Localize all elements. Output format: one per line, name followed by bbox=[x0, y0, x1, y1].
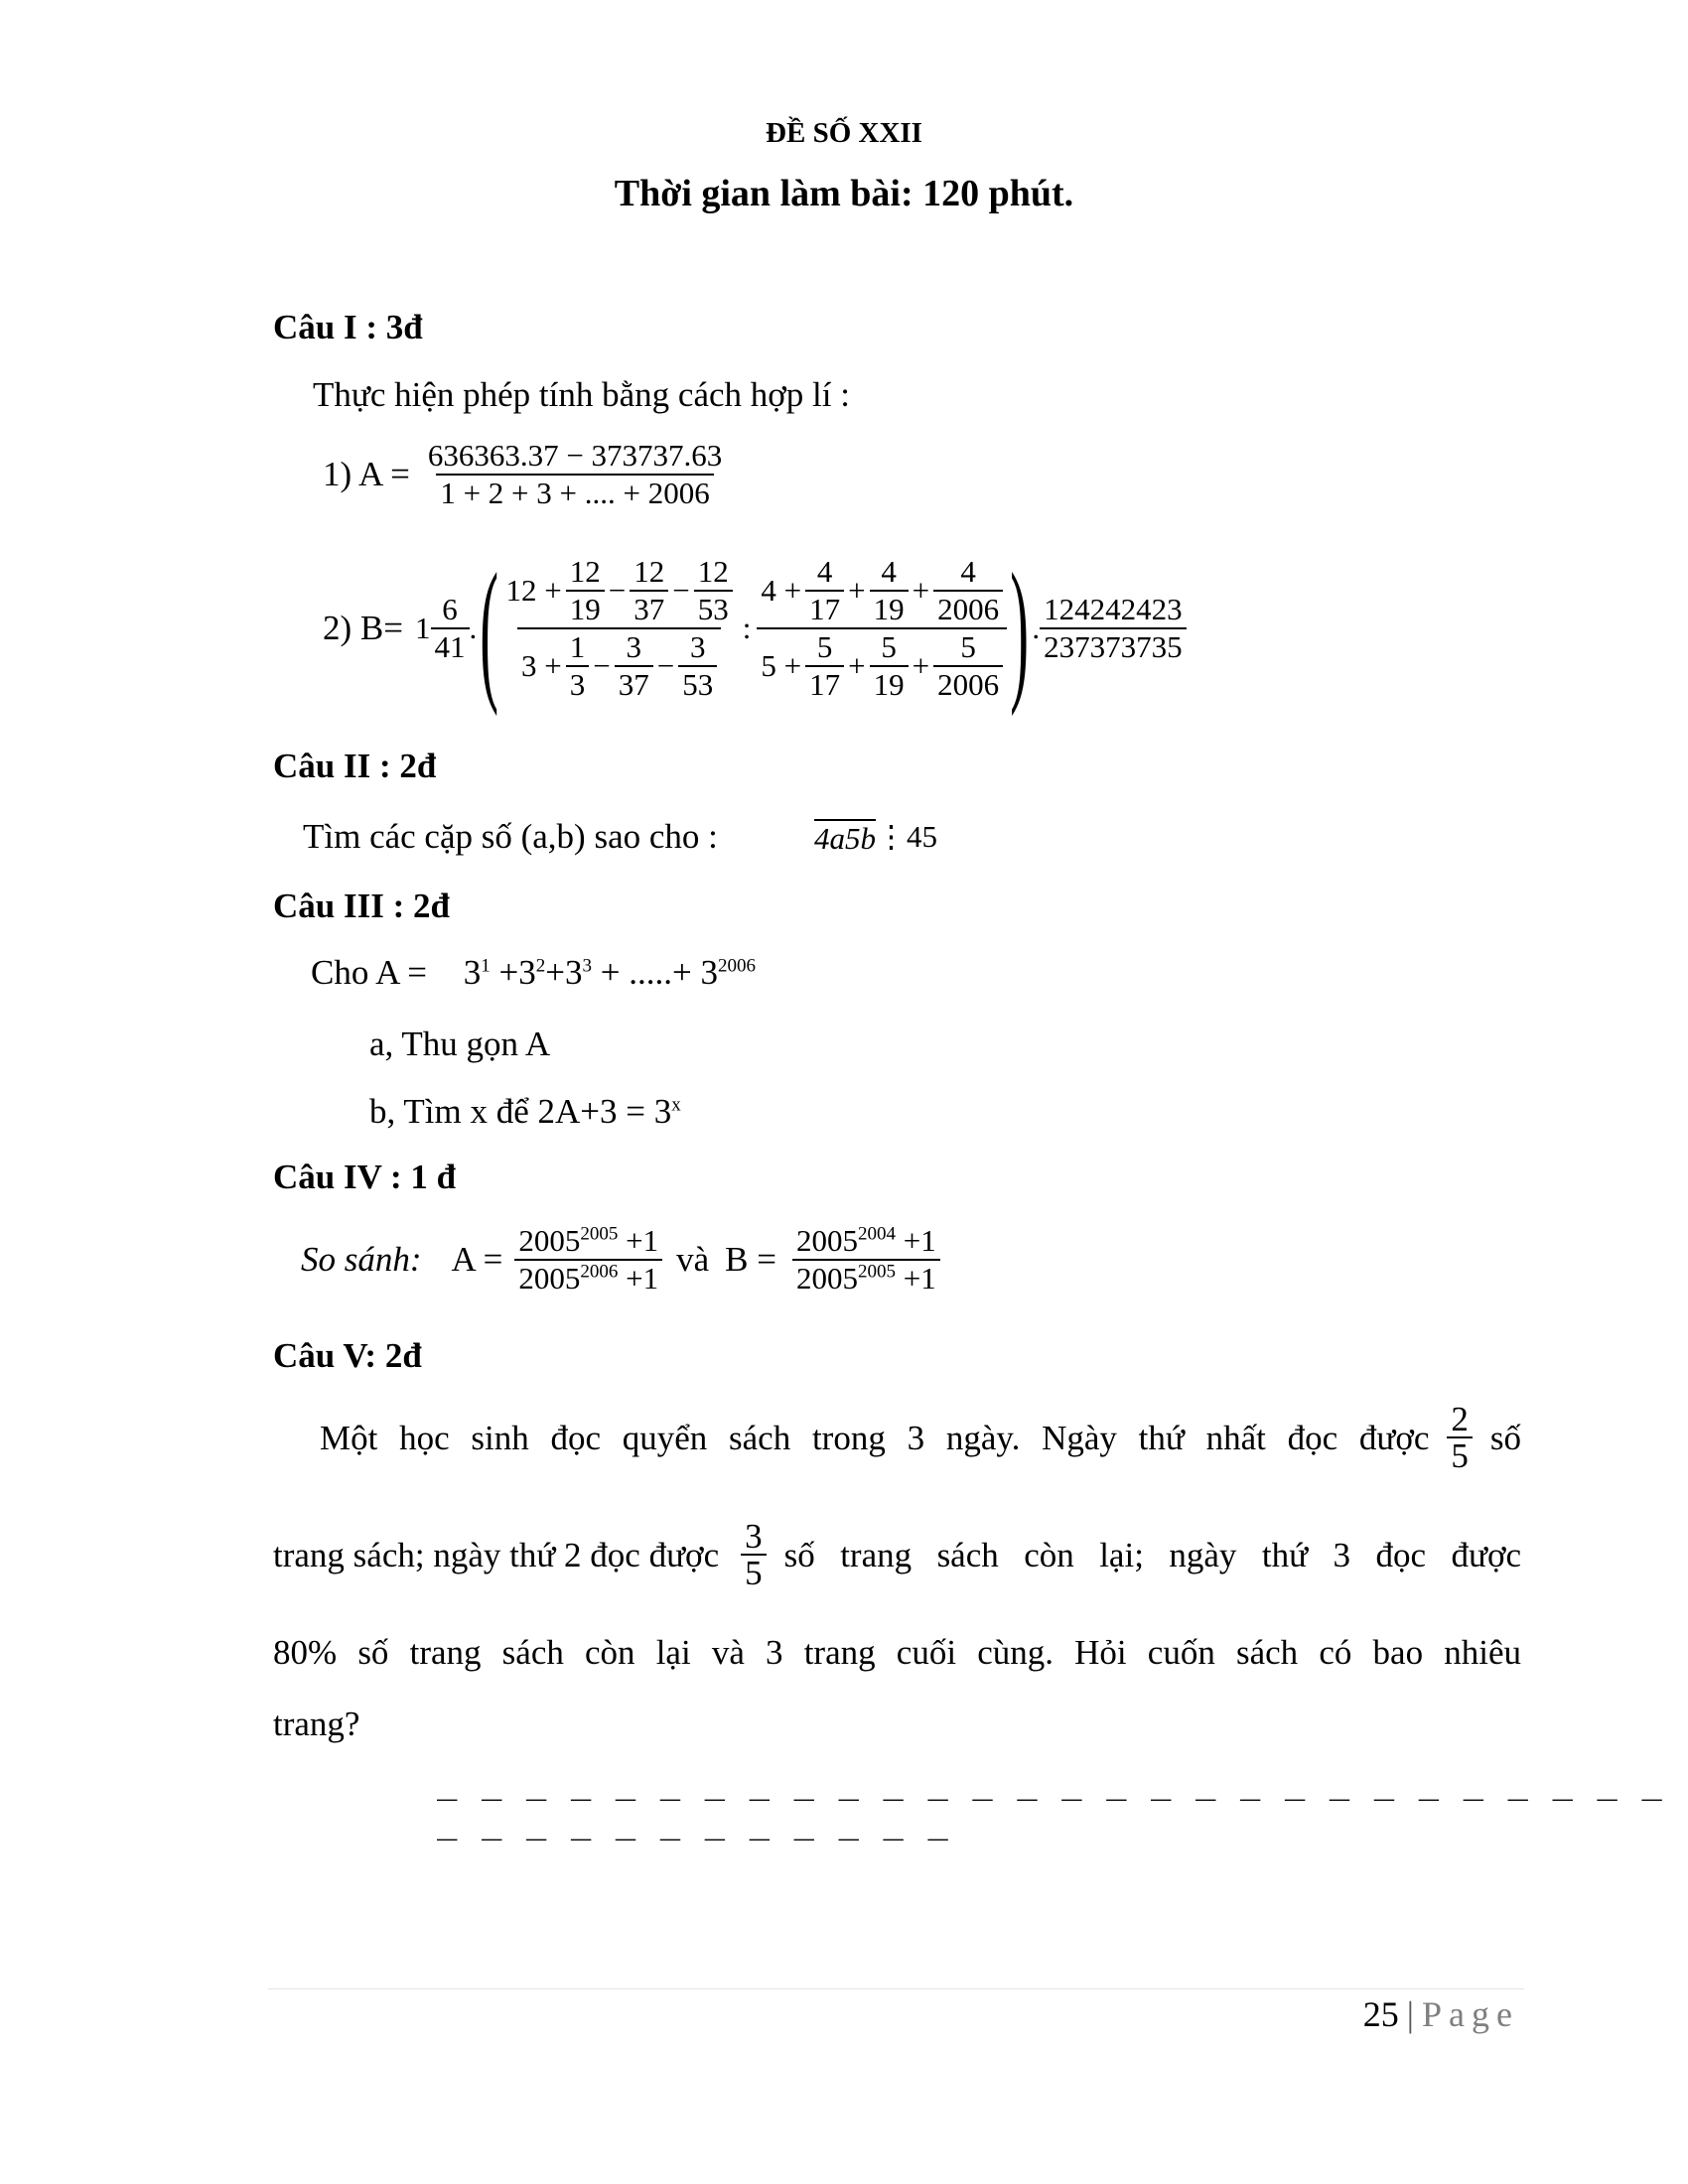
q5-line-3: 80% số trang sách còn lại và 3 trang cuối cùng. Hỏi cuốn sách có bao nhiêu bbox=[273, 1633, 1521, 1672]
sub-fraction bbox=[678, 629, 717, 703]
a-label: A = bbox=[451, 1240, 503, 1279]
sub-fraction bbox=[870, 554, 909, 627]
lead-term: 12 + bbox=[505, 573, 562, 608]
plus-sign: + bbox=[912, 648, 930, 683]
compound-1-bottom bbox=[517, 627, 721, 703]
q5-line-1 bbox=[320, 1402, 1521, 1473]
base: 2005 bbox=[518, 1223, 581, 1258]
q5-line-1-text: Một học sinh đọc quyển sách trong 3 ngày. Ngày thứ nhất đọc được bbox=[320, 1418, 1430, 1457]
base: 2005 bbox=[518, 1261, 581, 1296]
sub-fraction bbox=[933, 554, 1003, 627]
minus-sign: − bbox=[656, 648, 675, 683]
time-limit: Thời gian làm bài: 120 phút. bbox=[614, 173, 1074, 214]
power-sum bbox=[464, 953, 756, 992]
q4-heading: Câu IV : 1 đ bbox=[273, 1158, 457, 1196]
q2-heading: Câu II : 2đ bbox=[273, 747, 437, 785]
sub-num: 12 bbox=[569, 554, 601, 589]
fraction-b bbox=[792, 1223, 940, 1297]
q5-heading: Câu V: 2đ bbox=[273, 1336, 422, 1375]
lead-term: 5 + bbox=[761, 648, 802, 683]
footer-divider bbox=[268, 1988, 1524, 1989]
plus-sign: + bbox=[848, 573, 866, 608]
q3-expression bbox=[311, 953, 756, 993]
q5-line-1-end: số bbox=[1489, 1418, 1521, 1457]
sub-den: 2006 bbox=[933, 590, 1003, 627]
sub-den: 19 bbox=[870, 665, 909, 703]
compound-fraction-2 bbox=[757, 554, 1007, 703]
q4-comparison bbox=[301, 1223, 940, 1297]
tail: +1 bbox=[618, 1223, 659, 1258]
sub-den: 17 bbox=[805, 665, 844, 703]
q3-heading: Câu III : 2đ bbox=[273, 887, 450, 925]
separator-line: _ _ _ _ _ _ _ _ _ _ _ _ _ _ _ _ _ _ _ _ _ _ _ _ _ _ _ _ _ _ _ _ _ _ _ _ _ _ _ _ bbox=[437, 1762, 1664, 1842]
sub-den: 19 bbox=[566, 590, 605, 627]
tail-numerator: 124242423 bbox=[1044, 592, 1183, 626]
q5-line-2 bbox=[273, 1519, 1521, 1590]
tail: +1 bbox=[896, 1223, 936, 1258]
exponent: 3 bbox=[582, 955, 592, 977]
mixed-numerator: 6 bbox=[442, 592, 458, 626]
fraction-a-den bbox=[514, 1259, 662, 1297]
compound-1-top bbox=[502, 554, 737, 627]
sub-fraction bbox=[566, 554, 605, 627]
q3-part-b bbox=[369, 1092, 681, 1132]
mixed-denominator: 41 bbox=[431, 627, 470, 665]
sub-num: 3 bbox=[626, 629, 641, 664]
fraction-b-den bbox=[792, 1259, 940, 1297]
exponent: 2006 bbox=[580, 1261, 619, 1283]
sub-den: 2006 bbox=[933, 665, 1003, 703]
sub-den: 37 bbox=[615, 665, 653, 703]
sub-fraction bbox=[694, 554, 733, 627]
lead-term: 4 + bbox=[761, 573, 802, 608]
page-number: 25 bbox=[1362, 1994, 1399, 2034]
q2-divisibility bbox=[814, 819, 937, 857]
q1-intro: Thực hiện phép tính bằng cách hợp lí : bbox=[313, 375, 850, 414]
fraction-a-num bbox=[514, 1223, 662, 1259]
mixed-fraction bbox=[431, 592, 470, 665]
sub-fraction bbox=[630, 554, 668, 627]
sub-den: 53 bbox=[694, 590, 733, 627]
plus-sign: + bbox=[912, 573, 930, 608]
page-footer bbox=[1363, 1993, 1519, 2035]
compound-fraction-1 bbox=[502, 554, 737, 703]
sub-num: 1 bbox=[569, 629, 586, 664]
q1-part2-label: 2) B= bbox=[323, 609, 403, 647]
sub-den: 19 bbox=[870, 590, 909, 627]
mixed-whole: 1 bbox=[415, 611, 431, 645]
exponent: 2005 bbox=[580, 1223, 619, 1245]
q1-part1-fraction bbox=[424, 438, 726, 511]
fraction-num: 2 bbox=[1451, 1400, 1469, 1438]
q3-lead: Cho A = bbox=[311, 953, 427, 992]
minus-sign: − bbox=[608, 573, 627, 608]
sub-den: 17 bbox=[805, 590, 844, 627]
sub-num: 12 bbox=[633, 554, 665, 589]
left-paren: ( bbox=[480, 540, 499, 717]
sub-den: 53 bbox=[678, 665, 717, 703]
sub-fraction bbox=[933, 629, 1003, 703]
q2-text: Tìm các cặp số (a,b) sao cho : bbox=[303, 817, 718, 856]
sub-num: 5 bbox=[881, 629, 897, 664]
q1-heading: Câu I : 3đ bbox=[273, 308, 423, 346]
term: +3 bbox=[545, 953, 583, 992]
tail: +1 bbox=[618, 1261, 659, 1296]
colon-operator: : bbox=[742, 611, 752, 645]
term: 3 bbox=[463, 953, 482, 992]
minus-sign: − bbox=[672, 573, 690, 608]
sub-num: 12 bbox=[697, 554, 729, 589]
q1-part1-numerator: 636363.37 − 373737.63 bbox=[427, 438, 723, 473]
fraction-num: 3 bbox=[745, 1517, 763, 1556]
fraction-two-fifths bbox=[1447, 1402, 1473, 1473]
q5-line-4: trang? bbox=[273, 1705, 360, 1743]
lead-term: 3 + bbox=[521, 648, 562, 683]
exponent: 2 bbox=[535, 955, 546, 977]
sub-num: 3 bbox=[689, 629, 706, 664]
dot-operator: . bbox=[1032, 611, 1041, 645]
q1-part1-label: 1) A = bbox=[323, 455, 410, 493]
compound-2-top bbox=[757, 554, 1007, 627]
exponent: 2005 bbox=[858, 1261, 896, 1283]
tail-fraction bbox=[1040, 592, 1187, 665]
q4-label: So sánh: bbox=[301, 1240, 422, 1279]
sub-fraction bbox=[805, 554, 844, 627]
sub-num: 5 bbox=[816, 629, 833, 664]
sub-den: 37 bbox=[630, 590, 668, 627]
q1-part2 bbox=[323, 540, 1187, 717]
q3-part-a: a, Thu gọn A bbox=[369, 1024, 551, 1063]
sub-den: 3 bbox=[566, 665, 590, 703]
q5-line-2-start: trang sách; ngày thứ 2 đọc được bbox=[273, 1535, 720, 1574]
term: + .....+ 3 bbox=[592, 953, 718, 992]
dot-operator: . bbox=[469, 611, 478, 645]
q3-part-b-text: b, Tìm x để 2A+3 = 3 bbox=[369, 1092, 672, 1131]
exponent: 2006 bbox=[717, 955, 756, 977]
sub-fraction bbox=[566, 629, 590, 703]
plus-sign: + bbox=[848, 648, 866, 683]
base: 2005 bbox=[796, 1261, 858, 1296]
sub-fraction bbox=[615, 629, 653, 703]
sub-num: 5 bbox=[960, 629, 976, 664]
b-label: B = bbox=[725, 1240, 776, 1279]
page-word: Page bbox=[1422, 1994, 1519, 2034]
overlined-number: 4a5b bbox=[814, 821, 876, 856]
sub-fraction bbox=[870, 629, 909, 703]
sub-num: 4 bbox=[816, 554, 833, 589]
divides-45: ⋮45 bbox=[876, 819, 937, 854]
sub-num: 4 bbox=[960, 554, 976, 589]
tail: +1 bbox=[896, 1261, 936, 1296]
minus-sign: − bbox=[593, 648, 611, 683]
exponent: 1 bbox=[481, 955, 491, 977]
q1-part1 bbox=[323, 438, 726, 511]
fraction-b-num bbox=[792, 1223, 940, 1259]
and-word: và bbox=[676, 1240, 710, 1279]
fraction-three-fifths bbox=[741, 1519, 767, 1590]
fraction-den: 5 bbox=[1447, 1436, 1473, 1473]
sub-num: 4 bbox=[881, 554, 897, 589]
exponent: 2004 bbox=[858, 1223, 896, 1245]
exam-title: ĐỀ SỐ XXII bbox=[766, 117, 922, 149]
page-divider: | bbox=[1406, 1994, 1415, 2034]
term: +3 bbox=[490, 953, 536, 992]
exponent: x bbox=[671, 1094, 681, 1116]
q1-part1-denominator: 1 + 2 + 3 + .... + 2006 bbox=[436, 474, 713, 511]
fraction-a bbox=[514, 1223, 662, 1297]
sub-fraction bbox=[805, 629, 844, 703]
compound-2-bottom bbox=[757, 627, 1007, 703]
tail-denominator: 237373735 bbox=[1040, 627, 1187, 665]
q5-line-2-end: số trang sách còn lại; ngày thứ 3 đọc được bbox=[783, 1535, 1521, 1574]
fraction-den: 5 bbox=[741, 1554, 767, 1590]
base: 2005 bbox=[796, 1223, 858, 1258]
right-paren: ) bbox=[1010, 540, 1030, 717]
